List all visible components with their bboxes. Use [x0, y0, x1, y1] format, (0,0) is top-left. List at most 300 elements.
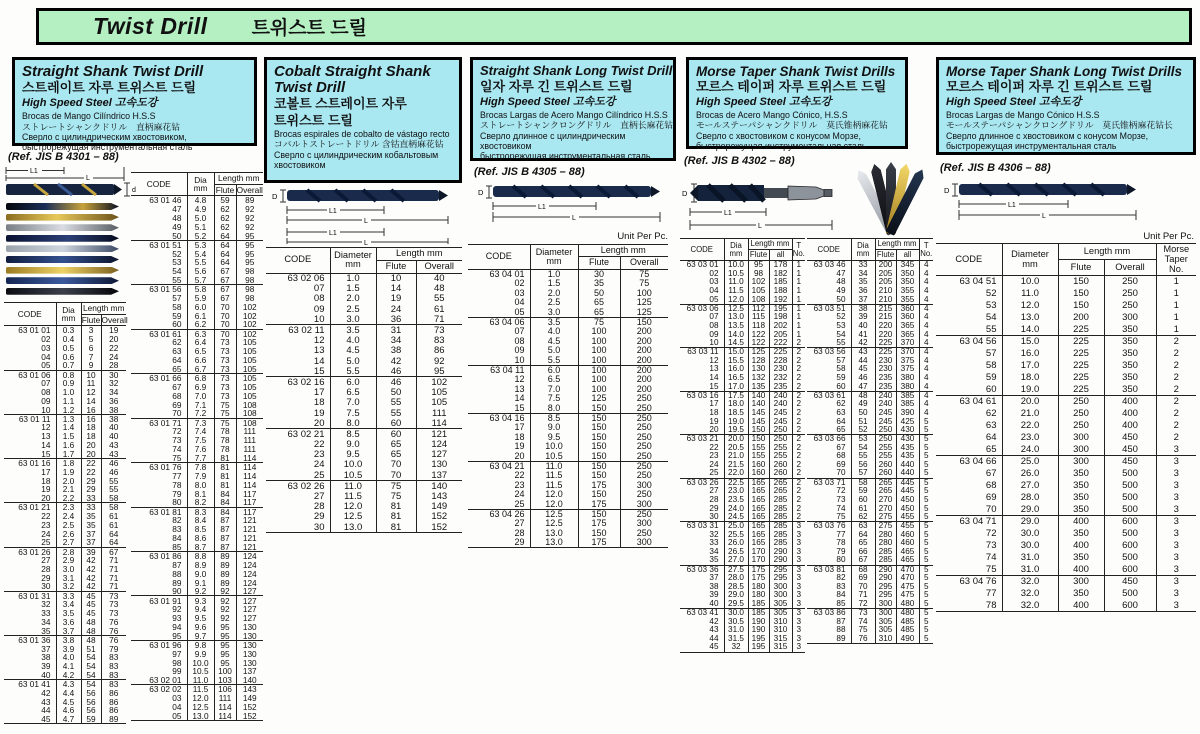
code-cell: 62	[936, 408, 1002, 420]
overall-cell: 22	[109, 342, 119, 353]
flute-cell: 39	[81, 547, 101, 556]
flute-cell: 150	[578, 471, 620, 481]
col-header-overall: Overall	[101, 314, 128, 325]
flute-cell: 75	[214, 400, 236, 409]
code-cell: 17	[468, 423, 530, 433]
flute-cell: 350	[1058, 588, 1104, 600]
table-row	[807, 478, 933, 487]
overall-cell: 127	[431, 449, 448, 461]
col-header-dia: Diameter mm	[1002, 244, 1058, 276]
code-cell: 63 02 02	[131, 685, 187, 694]
flute-cell: 81	[214, 472, 236, 481]
dia-cell: 8.1	[187, 489, 214, 498]
dim-label-l: L	[86, 175, 90, 182]
table-row	[807, 330, 933, 339]
section-title: Morse Taper Shank Long Twist Drills	[946, 64, 1183, 79]
overall-cell: 470	[896, 574, 919, 583]
overall-cell: 152	[242, 701, 257, 712]
dia-cell: 25.5	[724, 530, 748, 539]
dia-cell: 21.5	[724, 461, 748, 470]
overall-cell: 124	[242, 577, 257, 588]
drill-photo	[6, 235, 119, 242]
dia-cell: 1.5	[330, 283, 376, 293]
code-cell: 63 01 66	[131, 374, 187, 383]
flute-cell: 55	[376, 408, 416, 418]
overall-cell: 38	[101, 414, 126, 423]
code-cell: 63 04 11	[468, 365, 530, 375]
dia-cell: 24.5	[724, 513, 748, 522]
code-cell: 63 03 31	[680, 522, 724, 531]
japanese-line: ストレートシャンクドリル 直柄麻花钻	[22, 121, 180, 132]
code-cell: 28	[468, 528, 530, 538]
dia-cell: 1.6	[56, 441, 81, 450]
overall-cell: 465	[896, 556, 919, 565]
dia-cell: 2.1	[56, 485, 81, 494]
flute-cell: 48	[81, 627, 101, 636]
flute-cell: 155	[748, 443, 769, 452]
section-title-korean: 일자 자루 긴 트위스트 드릴	[480, 78, 633, 94]
taper-cell: 1	[796, 260, 802, 270]
flute-cell: 87	[214, 516, 236, 525]
overall-cell: 250	[636, 422, 652, 433]
overall-cell: 124	[242, 568, 257, 579]
taper-cell: 1	[792, 304, 805, 313]
dia-cell: 6.0	[330, 377, 376, 387]
overall-cell: 370	[896, 348, 919, 357]
flute-cell: 132	[748, 374, 769, 383]
flute-cell: 150	[1058, 288, 1104, 300]
code-cell: 63 03 41	[680, 609, 724, 618]
flute-cell: 350	[1058, 552, 1104, 564]
overall-cell: 465	[896, 548, 919, 557]
drill-dimension-diagram	[4, 165, 138, 201]
japanese-line: モールステーパシャンクロングドリル 莫氏锥柄麻花钻长	[946, 120, 1173, 131]
dia-cell: 22.0	[724, 469, 748, 478]
table-straight-shank-b	[131, 172, 263, 721]
overall-cell: 105	[236, 374, 263, 383]
taper-cell: 5	[923, 546, 929, 556]
overall-cell: 450	[1104, 456, 1156, 468]
dia-cell: 5.2	[187, 231, 214, 240]
jis-reference: (Ref. JIS B 4305 – 88)	[474, 166, 585, 178]
flute-cell: 48	[81, 618, 101, 627]
dia-cell: 11.5	[530, 480, 578, 490]
dia-cell: 3.5	[530, 317, 578, 327]
code-cell: 89	[807, 635, 851, 644]
dia-cell: 58	[851, 478, 875, 487]
flute-cell: 45	[81, 591, 101, 600]
taper-cell: 2	[796, 399, 802, 409]
code-cell: 23	[680, 452, 724, 461]
code-cell: 35	[680, 556, 724, 565]
code-cell: 14	[4, 441, 56, 450]
drill-photo	[6, 214, 119, 221]
overall-cell: 46	[109, 466, 119, 477]
overall-cell: 105	[242, 355, 257, 366]
code-cell: 42	[4, 689, 56, 698]
taper-cell: 5	[923, 486, 929, 496]
taper-cell: 3	[796, 573, 802, 583]
section-title-korean: 모르스 테이퍼 자루 트위스트 드릴	[696, 79, 887, 95]
col-header-overall: Overall	[236, 184, 263, 195]
code-cell: 33	[680, 539, 724, 548]
code-cell: 78	[936, 600, 1002, 612]
dia-cell: 23.0	[1002, 432, 1058, 444]
flute-cell: 165	[748, 530, 769, 539]
code-cell: 17	[680, 400, 724, 409]
code-cell: 63 04 26	[468, 509, 530, 519]
dia-cell: 56	[851, 461, 875, 470]
code-cell: 12	[468, 375, 530, 385]
overall-cell: 435	[896, 452, 919, 461]
table-row	[680, 609, 805, 618]
flute-cell: 37	[81, 529, 101, 538]
dia-cell: 9.0	[330, 439, 376, 449]
dia-cell: 16.0	[724, 365, 748, 374]
dia-cell: 9.9	[187, 649, 214, 658]
code-cell: 53	[131, 258, 187, 267]
flute-cell: 64	[214, 258, 236, 267]
overall-cell: 86	[109, 705, 119, 716]
table-row	[266, 512, 462, 522]
taper-cell: 2	[1173, 420, 1179, 431]
section-title-korean: 스트레이트 자루 트위스트 드릴	[22, 80, 197, 96]
dia-cell: 4.9	[187, 205, 214, 214]
dia-cell: 5.0	[187, 214, 214, 223]
code-cell: 09	[266, 304, 330, 314]
taper-cell: 2	[1173, 432, 1179, 443]
flute-cell: 22	[81, 467, 101, 476]
table-row	[131, 712, 263, 721]
table-row	[807, 304, 933, 313]
flute-cell: 240	[875, 400, 896, 409]
dia-cell: 3.7	[56, 627, 81, 636]
flute-cell: 56	[81, 706, 101, 715]
table-straight-shank-a	[4, 302, 126, 724]
code-cell: 72	[131, 427, 187, 436]
dia-cell: 4.6	[56, 706, 81, 715]
table-row	[936, 576, 1196, 588]
overall-cell: 390	[896, 409, 919, 418]
overall-cell: 285	[769, 539, 792, 548]
overall-cell: 40	[109, 422, 119, 433]
dia-cell: 2.9	[56, 556, 81, 565]
taper-cell: 3	[1173, 528, 1179, 539]
flute-cell: 73	[214, 365, 236, 374]
table-header-row	[266, 248, 462, 261]
dia-cell: 29.5	[724, 600, 748, 609]
table-row	[680, 383, 805, 392]
flute-cell: 295	[875, 591, 896, 600]
table-row	[936, 528, 1196, 540]
overall-cell: 124	[236, 552, 263, 561]
section-header-straight-shank	[12, 57, 257, 153]
overall-cell: 38	[109, 404, 119, 415]
overall-cell: 105	[242, 381, 257, 392]
flute-cell: 215	[875, 313, 896, 322]
code-cell: 14	[468, 394, 530, 404]
flute-cell: 108	[748, 296, 769, 305]
overall-cell: 30	[101, 370, 126, 379]
taper-cell: 1	[796, 277, 802, 287]
code-cell: 53	[807, 322, 851, 331]
taper-cell: 3	[796, 529, 802, 539]
col-header-length: Length mm	[214, 173, 263, 185]
table-row	[936, 360, 1196, 372]
overall-cell: 76	[101, 635, 126, 644]
flute-cell: 150	[1058, 276, 1104, 288]
code-cell: 63 03 16	[680, 391, 724, 400]
taper-cell: 5	[923, 633, 929, 643]
taper-cell: 3	[1156, 456, 1196, 468]
code-cell: 75	[936, 564, 1002, 576]
code-cell: 63 01 11	[4, 414, 56, 423]
section-header-morse-taper-long	[936, 57, 1196, 155]
code-cell: 40	[4, 671, 56, 680]
drill-photo	[6, 245, 119, 252]
dia-cell: 12.0	[530, 490, 578, 500]
table-row	[807, 443, 933, 452]
flute-cell: 400	[1058, 516, 1104, 528]
dia-cell: 7.6	[187, 445, 214, 454]
code-cell: 63 03 76	[807, 522, 851, 531]
flute-cell: 89	[214, 569, 236, 578]
flute-cell: 150	[578, 423, 620, 433]
taper-cell: 2	[796, 381, 802, 391]
col-header-flute: Flute	[578, 257, 620, 269]
dim-label-l: L	[364, 218, 368, 225]
overall-cell: 75	[639, 268, 650, 279]
table-row	[131, 587, 263, 596]
code-cell: 63 01 61	[131, 329, 187, 338]
flute-cell: 70	[376, 460, 416, 470]
code-cell: 13	[266, 346, 330, 356]
flute-cell: 118	[748, 322, 769, 331]
flute-cell: 34	[376, 335, 416, 345]
table-row	[266, 325, 462, 335]
table-row	[936, 444, 1196, 456]
code-cell: 13	[468, 385, 530, 395]
dia-cell: 2.2	[56, 494, 81, 503]
drill-photo	[6, 277, 119, 284]
col-header-overall: Overall	[416, 260, 462, 273]
taper-cell: 5	[923, 555, 929, 565]
taper-cell: 2	[1156, 396, 1196, 408]
overall-cell: 95	[245, 257, 255, 268]
code-cell: 08	[4, 388, 56, 397]
flute-cell: 60	[376, 418, 416, 428]
flute-cell: 150	[1058, 300, 1104, 312]
flute-cell: 260	[875, 469, 896, 478]
overall-cell: 117	[243, 488, 257, 499]
code-cell: 68	[807, 452, 851, 461]
dia-cell: 6.7	[187, 365, 214, 374]
taper-drill-photo	[690, 185, 832, 201]
flute-cell: 62	[214, 214, 236, 223]
flute-cell: 95	[214, 640, 236, 649]
code-cell: 30	[266, 522, 330, 532]
dia-cell: 1.1	[56, 397, 81, 406]
dia-cell: 6.0	[187, 303, 214, 312]
overall-cell: 152	[242, 710, 257, 721]
overall-cell: 64	[109, 537, 119, 548]
table-row	[4, 635, 126, 644]
overall-cell: 55	[433, 293, 445, 305]
russian-line: Сверло длинное с хвостовиком с конусом Морзе,	[946, 130, 1149, 141]
section-header-straight-long	[470, 57, 676, 161]
flute-cell: 46	[376, 377, 416, 387]
dia-cell: 55	[851, 452, 875, 461]
flute-cell: 200	[1058, 312, 1104, 324]
code-cell: 70	[936, 504, 1002, 516]
dia-cell: 4.8	[187, 196, 214, 205]
overall-cell: 111	[243, 426, 257, 437]
code-cell: 65	[936, 444, 1002, 456]
overall-cell: 46	[101, 459, 126, 468]
flute-cell: 255	[875, 443, 896, 452]
dia-cell: 9.5	[330, 450, 376, 460]
code-cell: 63 03 81	[807, 565, 851, 574]
flute-cell: 170	[748, 556, 769, 565]
dia-cell: 13.0	[187, 712, 214, 721]
flute-cell: 75	[214, 418, 236, 427]
taper-cell: 3	[796, 625, 802, 635]
dia-cell: 64	[851, 530, 875, 539]
dia-cell: 19.0	[724, 417, 748, 426]
code-cell: 27	[680, 487, 724, 496]
overall-cell: 19	[109, 325, 119, 336]
table-row	[807, 591, 933, 600]
dia-cell: 4.0	[330, 335, 376, 345]
overall-cell: 400	[1104, 408, 1156, 420]
code-cell: 27	[4, 556, 56, 565]
flute-cell: 225	[875, 348, 896, 357]
flute-cell: 48	[81, 635, 101, 644]
taper-cell: 5	[923, 442, 929, 452]
flute-cell: 9	[81, 361, 101, 370]
flute-cell: 95	[214, 658, 236, 667]
overall-cell: 114	[243, 479, 257, 490]
flute-cell: 46	[376, 367, 416, 377]
dia-cell: 46	[851, 374, 875, 383]
overall-cell: 83	[109, 661, 119, 672]
code-cell: 04	[680, 287, 724, 296]
overall-cell: 130	[431, 459, 448, 471]
table-row	[266, 273, 462, 283]
flute-cell: 70	[214, 303, 236, 312]
overall-cell: 137	[242, 666, 257, 677]
overall-cell: 71	[109, 572, 119, 583]
code-cell: 69	[936, 492, 1002, 504]
dia-cell: 2.8	[56, 547, 81, 556]
taper-cell: 4	[923, 329, 929, 339]
code-cell: 63 03 21	[680, 435, 724, 444]
overall-cell: 350	[1104, 348, 1156, 360]
code-cell: 99	[131, 667, 187, 676]
code-cell: 47	[131, 205, 187, 214]
overall-cell: 300	[769, 591, 792, 600]
table-row	[936, 324, 1196, 336]
code-cell: 15	[266, 367, 330, 377]
flute-cell: 11	[81, 379, 101, 388]
section-title: Straight Shank Long Twist Drill	[480, 63, 673, 78]
dia-cell: 9.1	[187, 578, 214, 587]
dia-cell: 4.1	[56, 662, 81, 671]
dia-cell: 21.0	[1002, 408, 1058, 420]
flute-cell: 81	[214, 480, 236, 489]
overall-cell: 143	[431, 490, 448, 502]
overall-cell: 250	[636, 393, 652, 404]
col-header-code: CODE	[131, 173, 187, 196]
code-cell: 58	[936, 360, 1002, 372]
flute-cell: 67	[214, 294, 236, 303]
flute-cell: 165	[748, 496, 769, 505]
code-cell: 67	[807, 443, 851, 452]
flute-cell: 81	[376, 502, 416, 512]
flute-cell: 210	[875, 287, 896, 296]
overall-cell: 108	[242, 399, 257, 410]
overall-cell: 71	[109, 581, 119, 592]
dia-cell: 7.5	[187, 436, 214, 445]
table-row	[936, 600, 1196, 612]
code-cell: 22	[4, 512, 56, 521]
code-cell: 63 03 86	[807, 609, 851, 618]
dia-cell: 9.7	[187, 632, 214, 641]
overall-cell: 71	[433, 313, 445, 325]
overall-cell: 108	[242, 408, 257, 419]
table-row	[4, 582, 126, 591]
flute-cell: 265	[875, 478, 896, 487]
flute-cell: 37	[81, 538, 101, 547]
overall-cell: 500	[1104, 468, 1156, 480]
table-row	[936, 396, 1196, 408]
overall-cell: 600	[1104, 564, 1156, 576]
dia-cell: 16.5	[724, 374, 748, 383]
flute-cell: 300	[1058, 456, 1104, 468]
overall-cell: 475	[896, 591, 919, 600]
flute-cell: 122	[748, 330, 769, 339]
dia-cell: 8.2	[187, 498, 214, 507]
table-row	[4, 538, 126, 547]
dia-cell: 9.4	[187, 605, 214, 614]
table-row	[936, 588, 1196, 600]
dia-cell: 42	[851, 339, 875, 348]
overall-cell: 355	[896, 296, 919, 305]
overall-cell: 290	[769, 548, 792, 557]
taper-cell: 3	[1173, 563, 1179, 575]
flute-cell: 45	[81, 600, 101, 609]
code-cell: 19	[680, 417, 724, 426]
taper-cell: 1	[1173, 276, 1179, 288]
dia-cell: 73	[851, 609, 875, 618]
taper-cell: 4	[923, 399, 929, 409]
flute-cell: 205	[875, 278, 896, 287]
code-cell: 79	[131, 489, 187, 498]
dia-cell: 53	[851, 435, 875, 444]
overall-cell: 375	[896, 356, 919, 365]
overall-cell: 225	[769, 348, 792, 357]
flute-cell: 56	[81, 697, 101, 706]
dia-cell: 11.5	[724, 287, 748, 296]
code-cell: 88	[131, 569, 187, 578]
dia-cell: 12.0	[330, 502, 376, 512]
overall-cell: 55	[109, 475, 119, 486]
overall-cell: 250	[636, 431, 652, 442]
overall-cell: 111	[243, 444, 257, 455]
flute-cell: 265	[875, 487, 896, 496]
code-cell: 30	[680, 513, 724, 522]
flute-cell: 250	[1058, 420, 1104, 432]
